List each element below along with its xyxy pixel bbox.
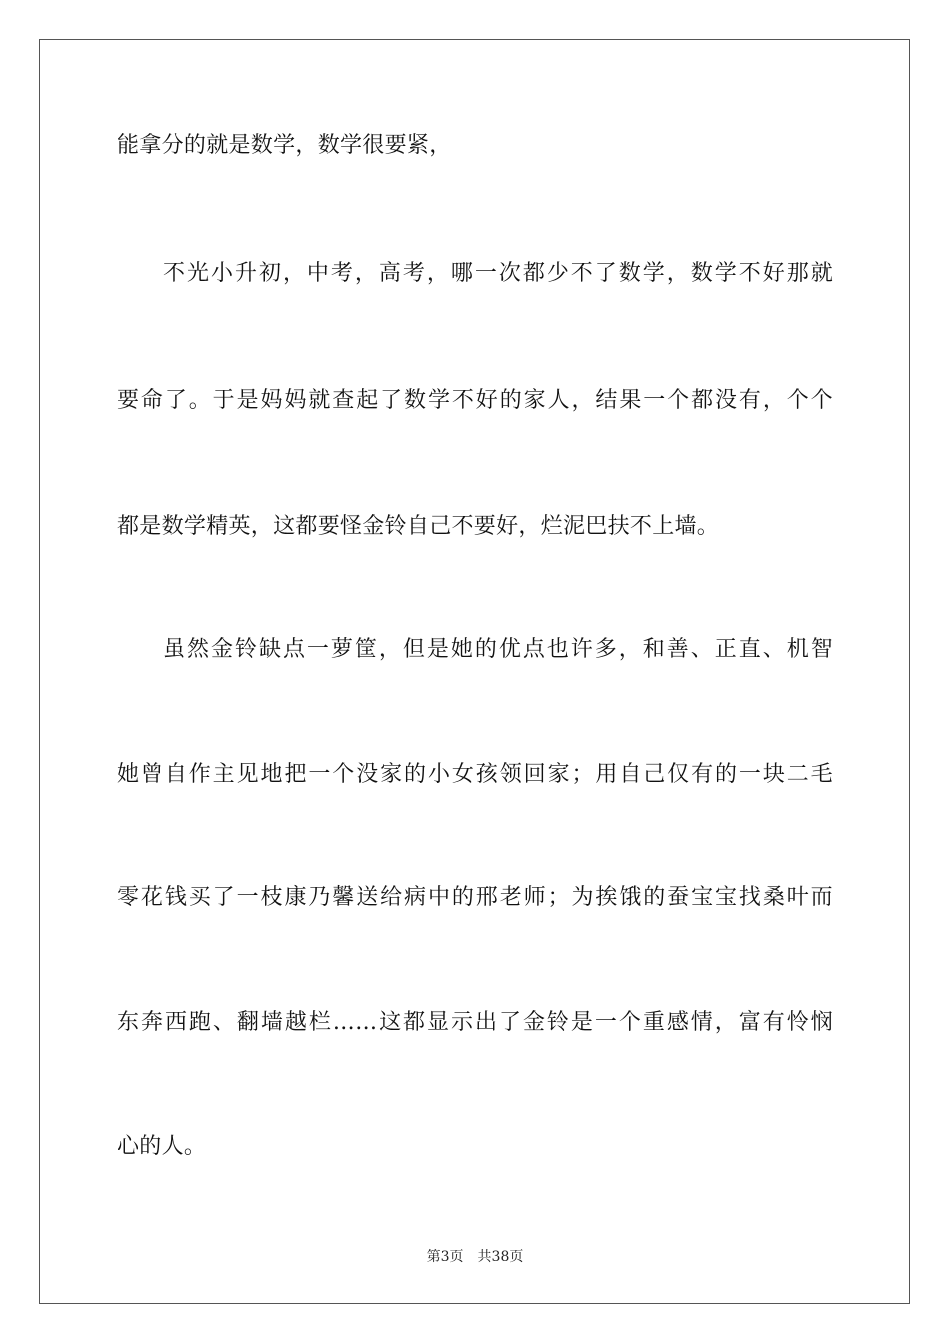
page-footer bbox=[0, 1248, 950, 1266]
text-line-1: 能拿分的就是数学，数学很要紧， bbox=[117, 133, 452, 158]
text-line-6: 她曾自作主见地把一个没家的小女孩领回家；用自己仅有的一块二毛 bbox=[117, 762, 833, 787]
page-total: 共38页 bbox=[477, 1249, 524, 1265]
text-line-7: 零花钱买了一枝康乃馨送给病中的邢老师；为挨饿的蚕宝宝找桑叶而 bbox=[117, 885, 833, 910]
text-line-3: 要命了。于是妈妈就查起了数学不好的家人，结果一个都没有，个个 bbox=[117, 388, 833, 413]
page-number: 第3页 bbox=[426, 1249, 464, 1265]
text-line-5: 虽然金铃缺点一萝筐，但是她的优点也许多，和善、正直、机智 bbox=[163, 637, 833, 662]
text-line-2: 不光小升初，中考，高考，哪一次都少不了数学，数学不好那就 bbox=[163, 261, 833, 286]
text-line-9: 心的人。 bbox=[117, 1134, 207, 1159]
page-border bbox=[39, 39, 910, 1304]
text-line-4: 都是数学精英，这都要怪金铃自己不要好，烂泥巴扶不上墙。 bbox=[117, 514, 720, 539]
text-line-8: 东奔西跑、翻墙越栏……这都显示出了金铃是一个重感情，富有怜悯 bbox=[117, 1010, 833, 1035]
